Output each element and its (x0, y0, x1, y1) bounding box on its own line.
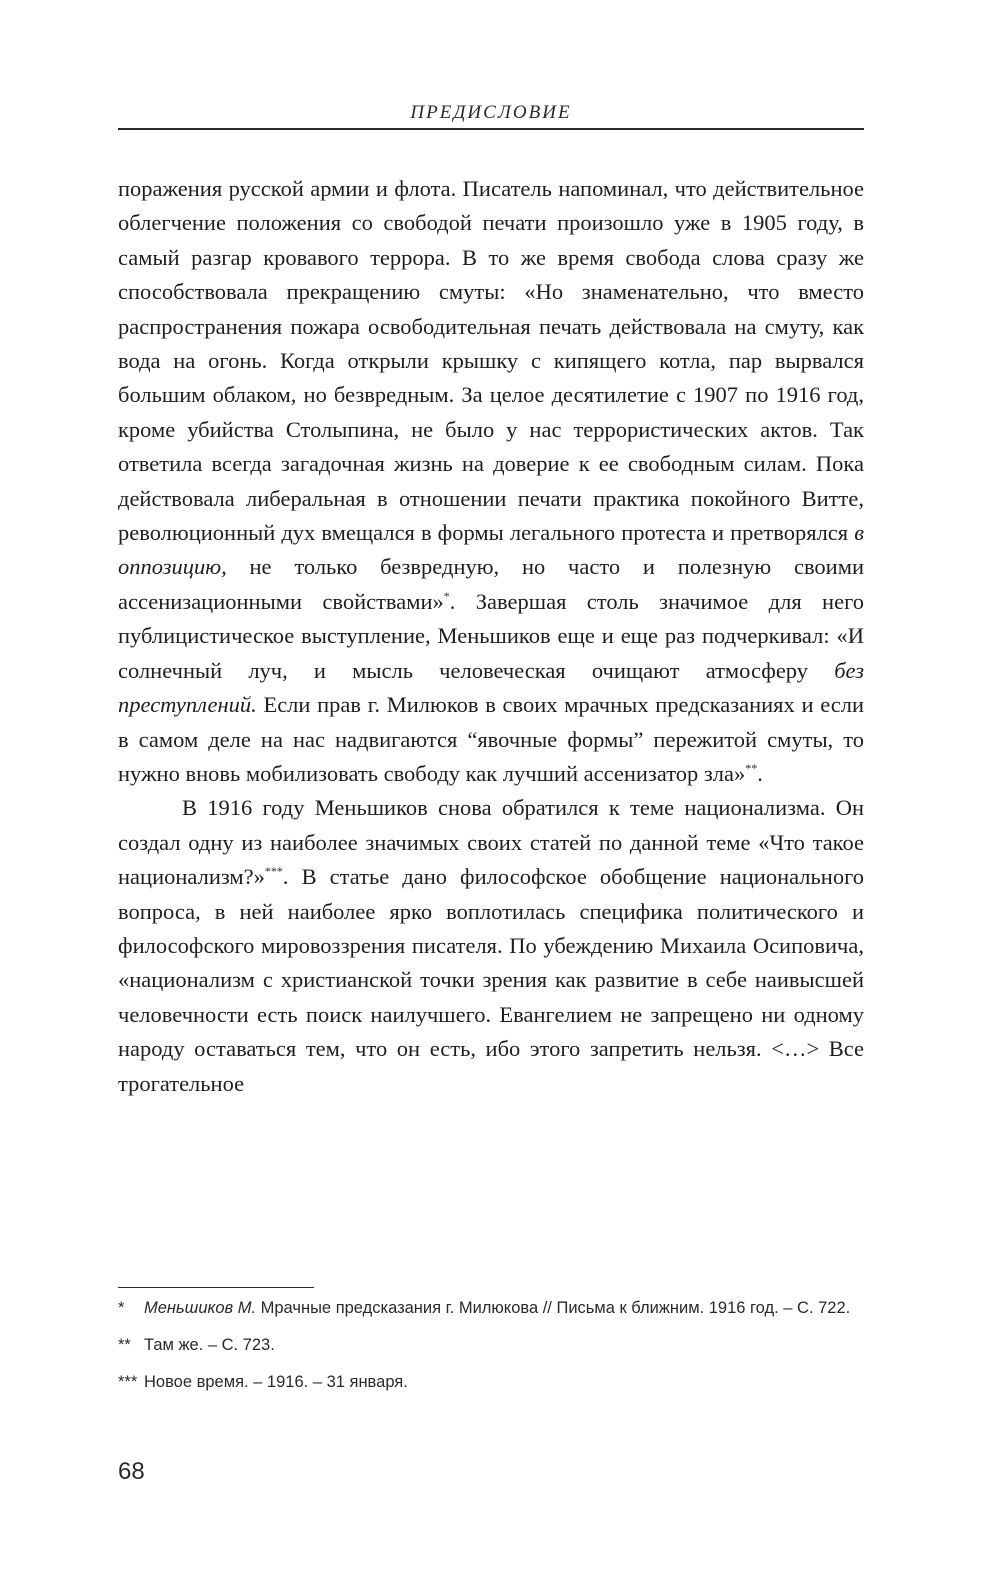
paragraph-2 (118, 791, 864, 1101)
footnote-text: Там же. – С. 723. (144, 1336, 275, 1354)
running-header: ПРЕДИСЛОВИЕ (410, 102, 572, 123)
footnote-1 (118, 1296, 864, 1320)
text-run: В 1916 году Меньшиков снова обратился к теме национализма. Он создал одну из наиболее значимых своих статей по данной теме «Что такое национализм?» (118, 795, 864, 890)
footnote-ref-3: *** (264, 864, 283, 879)
emphasis-text: без преступлений. (118, 657, 864, 718)
text-run: . В статье дано философское обобщение национального вопроса, в ней наиболее ярко воплотилась специфика политического и философского мировоззрения писателя. По убеждению Михаила Осиповича, «национализм с христианской точки зрения как развитие в себе наивысшей человечности есть поиск наилучшего. Евангелием не запрещено ни одному народу оставаться тем, что он есть, ибо этого запретить нельзя. <…> Все трогательное (118, 864, 864, 1096)
paragraph-1 (118, 172, 864, 791)
text-run: Если прав г. Милюков в своих мрачных предсказаниях и если в самом деле на нас надвигаются “явочные формы” пережитой смуты, то нужно вновь мобилизовать свободу как лучший ассенизатор зла» (118, 692, 864, 786)
footnote-3 (118, 1370, 864, 1394)
footnote-rule (118, 1287, 314, 1288)
footnote-mark: * (118, 1299, 125, 1317)
footnote-text: Мрачные предсказания г. Милюкова // Письма к ближним. 1916 год. – С. 722. (256, 1299, 851, 1317)
page-number: 68 (118, 1458, 145, 1485)
text-run: . (757, 760, 763, 786)
text-run: поражения русской армии и флота. Писатель напоминал, что действительное облегчение положения со свободой печати произошло уже в 1905 году, в самый разгар кровавого террора. В то же время свобода слова сразу же способствовала прекращению смуты: «Но знаменательно, что вместо распространения пожара освободительная печать действовала на смуту, как вода на огонь. Когда открыли крышку с кипящего котла, пар вырвался большим облаком, но безвредным. За целое десятилетие с 1907 по 1916 год, кроме убийства Столыпина, не было у нас террористических актов. Так ответила всегда загадочная жизнь на доверие к ее свободным силам. Пока действовала либеральная в отношении печати практика покойного Витте, революционный дух вмещался в формы легального протеста и претворялся (118, 176, 864, 546)
emphasis-text: в оппозицию, (118, 520, 864, 580)
footnote-2 (118, 1333, 864, 1357)
footnotes (118, 1296, 864, 1407)
text-run: . Завершая столь значимое для него публицистическое выступление, Меньшиков еще и еще раз подчеркивал: «И солнечный луч, и мысль человеческая очищают атмосферу (118, 588, 864, 683)
footnote-mark: ** (118, 1336, 131, 1354)
footnote-ref-2: ** (745, 760, 758, 775)
main-text (118, 172, 864, 1101)
footnote-text: Новое время. – 1916. – 31 января. (144, 1373, 408, 1391)
header-rule (118, 128, 864, 130)
footnote-ref-1: * (443, 588, 450, 603)
footnote-mark: *** (118, 1373, 138, 1391)
text-run: не только безвредную, но часто и полезную своими ассенизационными свойствами» (118, 554, 864, 614)
footnote-author: Меньшиков М. (144, 1299, 257, 1317)
